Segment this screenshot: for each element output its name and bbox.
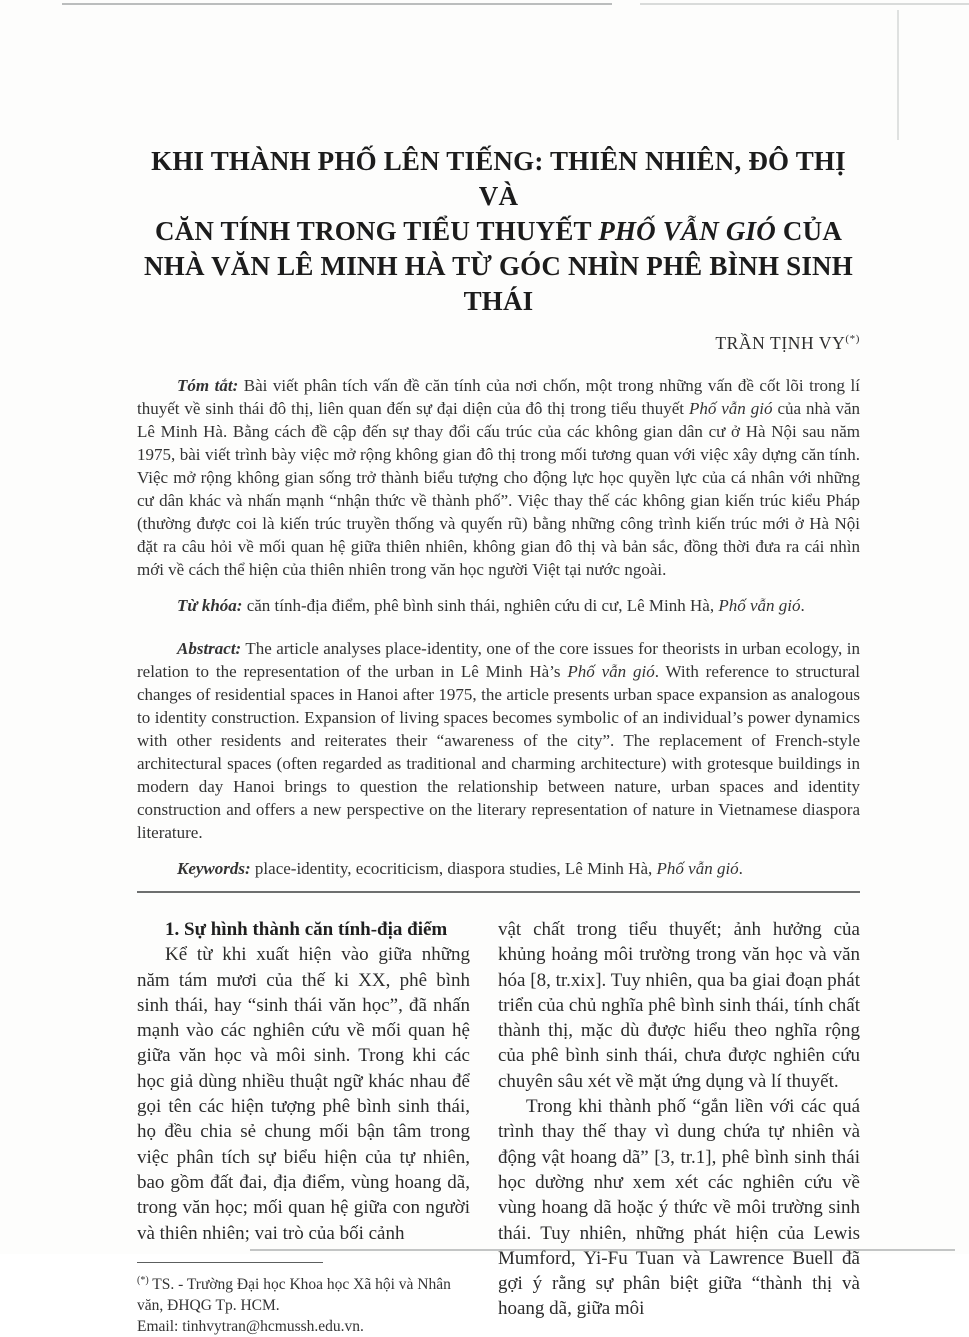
keywords-en-label: Keywords: — [177, 859, 251, 878]
keywords-vi-label: Từ khóa: — [177, 596, 243, 615]
author-byline — [137, 333, 860, 354]
title-line-3: NHÀ VĂN LÊ MINH HÀ TỪ GÓC NHÌN PHÊ BÌNH SINH THÁI — [144, 251, 853, 316]
section-divider-rule — [137, 891, 860, 893]
footnote-affiliation: (*) TS. - Trường Đại học Khoa học Xã hội và Nhân văn, ĐHQG Tp. HCM. — [137, 1274, 451, 1315]
novel-title-italic: Phố vẫn gió — [718, 596, 801, 615]
scan-artifact-top-line — [62, 3, 612, 5]
footnote-email: Email: tinhvytran@hcmussh.edu.vn. — [137, 1318, 364, 1336]
footnote-marker: (*) — [137, 1274, 149, 1286]
column-right — [498, 917, 860, 1337]
novel-title-italic: Phố vẫn gió — [567, 662, 655, 681]
column-right-paragraph-2: Trong khi thành phố “gắn liền với các quá trình thay thế thay vì dung chứa tự nhiên và động vật hoang dã” [3, tr.1], phê bình sinh thái học dường như xem xét các nghiên cứu về vùng hoang dã hoặc ý thức về môi trường sinh thái. Tuy nhiên, những phát hiện của Lewis Mumford, Yi-Fu Tuan và Lawrence Buell đã gợi ý rằng sự phân biệt giữa “thành thị và hoang dã, giữa môi — [498, 1096, 860, 1320]
author-name: TRẦN TỊNH VY — [715, 333, 846, 353]
novel-title-italic: PHỐ VẪN GIÓ — [598, 216, 776, 246]
scan-artifact-top-line-2 — [640, 3, 969, 5]
paper-title — [137, 144, 860, 319]
abstract-english: Abstract: The article analyses place-identity, one of the core issues for theorists in urban ecology, in relation to the representation of the urban in Lê Minh Hà’s Phố vẫn gió. With reference to structural changes of residential spaces in Hanoi after 1975, the article presents urban space expansion as analogous to identity construction. Expansion of living spaces becomes symbolic of an individual’s power dynamics with other residents and reiterates their “awareness of the city”. The replacement of French-style architectural spaces (often regarded as traditional and charming architecture) with grotesque buildings in modern day Hanoi brings to question the relationship between nature, urban spaces and identity construction and offers a new perspective on the literary representation of nature in Vietnamese diaspora literature. — [137, 639, 861, 842]
footnote-rule — [137, 1262, 323, 1263]
footnote — [137, 1262, 470, 1337]
author-footnote-marker: (*) — [845, 333, 860, 346]
novel-title-italic: Phố vẫn gió — [688, 399, 773, 418]
page-content — [137, 144, 860, 1337]
abstract-en-label: Abstract: — [177, 639, 242, 658]
column-left-paragraph: Kể từ khi xuất hiện vào giữa những năm tám mươi của thế ki XX, phê bình sinh thái, hay “sinh thái văn học”, đã nhấn mạnh vào các nghiên cứu về mối quan hệ giữa văn học và môi sinh. Trong khi các học giả dùng nhiều thuật ngữ khác nhau để gọi tên các hiện tượng phê bình sinh thái, họ đều chia sẻ chung mối bận tâm trong việc phân tích sự biểu hiện của tự nhiên, bao gồm đất đai, địa điểm, vùng hoang dã, trong văn học; mối quan hệ giữa con người và thiên nhiên; vai trò của bối cảnh — [137, 944, 470, 1244]
abstract-vi-label: Tóm tắt: — [177, 376, 239, 395]
title-line-1: KHI THÀNH PHỐ LÊN TIẾNG: THIÊN NHIÊN, ĐÔ THỊ VÀ — [151, 146, 846, 211]
abstract-vietnamese: Tóm tắt: Bài viết phân tích vấn đề căn tính của nơi chốn, một trong những vấn đề cốt lõi trong lí thuyết về sinh thái đô thị, liên quan đến sự đại diện của đô thị trong tiểu thuyết Phố vẫn gió của nhà văn Lê Minh Hà. Bằng cách đề cập đến sự thay đổi cấu trúc của các không gian dân cư ở Hà Nội sau năm 1975, bài viết trình bày việc mở rộng không gian đô thị trong mối tương quan với việc xây dựng căn tính. Việc mở rộng không gian sống trở thành biểu tượng cho động lực học quyền lực của cá nhân với những cư dân khác và nhấn mạnh “nhận thức về thành phố”. Việc thay thế các không gian kiến trúc kiểu Pháp (thường được coi là kiến trúc truyền thống và quyến rũ) bằng những công trình kiến trúc mới ở Hà Nội đặt ra câu hỏi về mối quan hệ giữa thiên nhiên, không gian đô thị và bản sắc, đồng thời đưa ra cái nhìn mới về cách thể hiện của thiên nhiên trong văn học người Việt tại nước ngoài. — [137, 376, 861, 579]
column-left — [137, 917, 470, 1337]
novel-title-italic: Phố vẫn gió — [656, 859, 739, 878]
title-line-2: CĂN TÍNH TRONG TIỂU THUYẾT PHỐ VẪN GIÓ CỦA — [154, 216, 843, 246]
keywords-vietnamese: Từ khóa: căn tính-địa điểm, phê bình sinh thái, nghiên cứu di cư, Lê Minh Hà, Phố vẫn gió. — [177, 596, 805, 615]
column-right-paragraph-1: vật chất trong tiểu thuyết; ảnh hưởng của khủng hoảng môi trường trong văn học và văn hóa [8, tr.xix]. Tuy nhiên, qua ba giai đoạn phát triển của chủ nghĩa phê bình sinh thái, tính chất thành thị, mặc dù được hiểu theo nghĩa rộng của phê bình sinh thái, chưa được nghiên cứu chuyên sâu xét về mặt ứng dụng và lí thuyết. — [498, 919, 860, 1092]
scan-artifact-right-line — [897, 10, 899, 140]
body-columns — [137, 917, 860, 1337]
keywords-english: Keywords: place-identity, ecocriticism, diaspora studies, Lê Minh Hà, Phố vẫn gió. — [177, 859, 743, 878]
section-1-heading: 1. Sự hình thành căn tính-địa điểm — [165, 919, 448, 940]
